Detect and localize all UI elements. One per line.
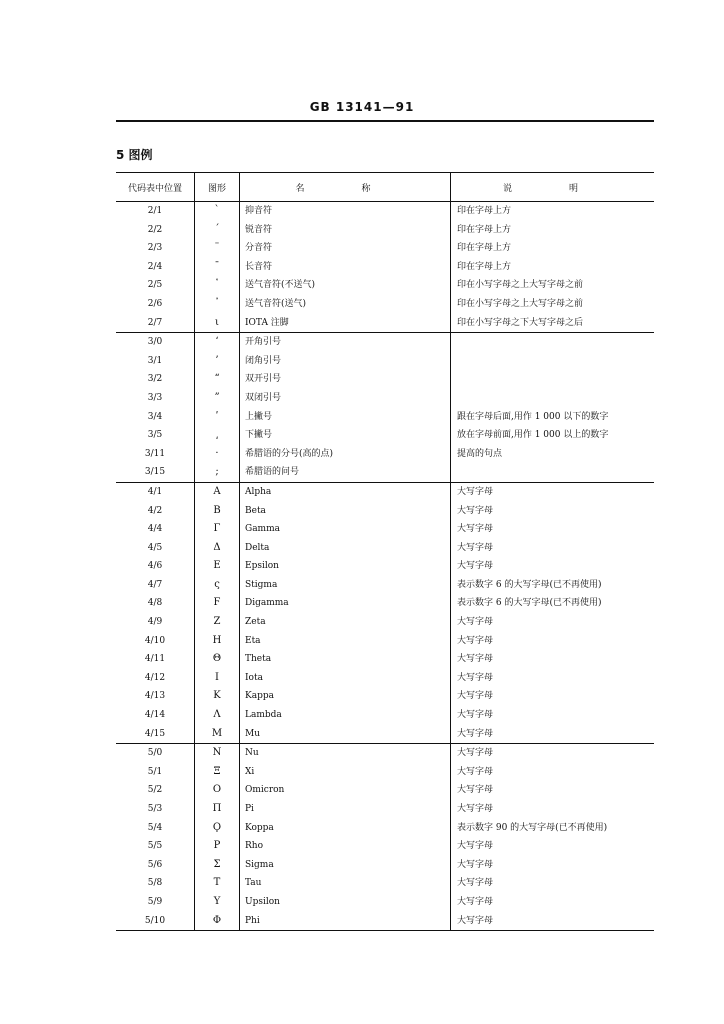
name-cell: Lambda <box>240 706 451 725</box>
table-row <box>116 352 654 371</box>
table-row <box>116 744 654 763</box>
name-cell: Mu <box>240 725 451 744</box>
name-cell: 分音符 <box>240 239 451 258</box>
table-row <box>116 463 654 482</box>
name-cell: Alpha <box>240 482 451 501</box>
table-row <box>116 276 654 295</box>
code-cell: 3/3 <box>147 392 163 403</box>
glyph-cell: Κ <box>195 687 240 706</box>
table-row <box>116 445 654 464</box>
table-row <box>116 239 654 258</box>
name-cell: 双闭引号 <box>240 389 451 408</box>
code-cell: 5/8 <box>147 878 163 889</box>
name-cell: 上撇号 <box>240 408 451 427</box>
table-row <box>116 426 654 445</box>
glyph-cell: ’ <box>195 352 240 371</box>
code-cell: 2/7 <box>147 317 163 328</box>
code-cell: 3/1 <box>147 355 163 366</box>
glyph-cell: ι <box>195 314 240 333</box>
code-cell: 5/9 <box>147 896 163 907</box>
description-cell: 大写字母 <box>451 520 655 539</box>
table-row <box>116 202 654 221</box>
name-cell: 长音符 <box>240 258 451 277</box>
description-cell: 大写字母 <box>451 650 655 669</box>
name-cell: Gamma <box>240 520 451 539</box>
description-cell: 提高的句点 <box>451 445 655 464</box>
glyph-cell: ς <box>195 576 240 595</box>
description-cell: 大写字母 <box>451 725 655 744</box>
code-cell: 3/0 <box>116 333 195 352</box>
table-row <box>116 557 654 576</box>
glyph-cell: ¨ <box>195 239 240 258</box>
table-row <box>116 800 654 819</box>
name-cell: Xi <box>240 763 451 782</box>
description-cell: 印在字母上方 <box>451 221 655 240</box>
table-row <box>116 819 654 838</box>
glyph-cell: Ι <box>195 669 240 688</box>
name-cell: Iota <box>240 669 451 688</box>
table-row <box>116 258 654 277</box>
name-cell: 开角引号 <box>240 333 451 352</box>
glyph-cell: Α <box>195 482 240 501</box>
code-cell: 5/3 <box>147 804 163 814</box>
glyph-cell: Ο <box>195 781 240 800</box>
name-cell: Koppa <box>240 819 451 838</box>
description-cell: 大写字母 <box>451 763 655 782</box>
legend-table <box>116 172 654 931</box>
description-cell: 放在字母前面,用作 1 000 以上的数字 <box>451 426 655 445</box>
table-row <box>116 856 654 875</box>
table-header-row <box>116 173 654 202</box>
header-desc: 说 明 <box>451 173 655 202</box>
code-cell: 4/10 <box>144 635 166 646</box>
code-cell: 4/6 <box>147 561 163 572</box>
description-cell: 印在小写字母之上大写字母之前 <box>451 295 655 314</box>
glyph-cell: Σ <box>195 856 240 875</box>
standard-number-header: GB 13141—91 <box>309 100 415 114</box>
description-cell: 大写字母 <box>451 482 655 501</box>
description-cell: 大写字母 <box>451 874 655 893</box>
description-cell: 大写字母 <box>451 893 655 912</box>
name-cell: Sigma <box>240 856 451 875</box>
name-cell: 希腊语的问号 <box>240 463 451 482</box>
code-cell: 3/15 <box>144 467 166 478</box>
glyph-cell: ʹ <box>195 408 240 427</box>
description-cell: 大写字母 <box>451 744 655 763</box>
table-row <box>116 370 654 389</box>
description-cell <box>451 463 655 482</box>
table-row <box>116 333 654 352</box>
legend-table-container <box>116 172 654 931</box>
description-cell: 大写字母 <box>451 687 655 706</box>
glyph-cell: Θ <box>195 650 240 669</box>
name-cell: Beta <box>240 502 451 521</box>
name-cell: IOTA 注脚 <box>240 314 451 333</box>
glyph-cell: Λ <box>195 706 240 725</box>
glyph-cell: Τ <box>195 874 240 893</box>
glyph-cell: ͵ <box>195 426 240 445</box>
glyph-cell: Β <box>195 502 240 521</box>
code-cell: 2/2 <box>147 224 163 235</box>
code-cell: 3/2 <box>147 374 163 385</box>
description-cell <box>451 370 655 389</box>
code-cell: 2/1 <box>147 206 163 216</box>
code-cell: 4/14 <box>144 710 166 721</box>
table-row <box>116 389 654 408</box>
table-row <box>116 725 654 744</box>
table-row <box>116 520 654 539</box>
code-cell: 5/4 <box>147 822 163 833</box>
glyph-cell: “ <box>195 370 240 389</box>
header-name: 名 称 <box>240 173 451 202</box>
code-cell: 4/8 <box>147 598 163 609</box>
name-cell: 抑音符 <box>240 202 451 221</box>
name-cell: 送气音符(送气) <box>240 295 451 314</box>
description-cell: 跟在字母后面,用作 1 000 以下的数字 <box>451 408 655 427</box>
glyph-cell: Π <box>195 800 240 819</box>
name-cell: Upsilon <box>240 893 451 912</box>
description-cell: 大写字母 <box>451 800 655 819</box>
code-cell: 4/15 <box>144 728 166 739</box>
description-cell: 表示数字 6 的大写字母(已不再使用) <box>451 576 655 595</box>
code-cell: 5/1 <box>147 766 163 777</box>
name-cell: 双开引号 <box>240 370 451 389</box>
table-row <box>116 781 654 800</box>
code-cell: 2/6 <box>147 298 163 309</box>
name-cell: Stigma <box>240 576 451 595</box>
table-row <box>116 576 654 595</box>
glyph-cell: ` <box>195 202 240 221</box>
name-cell: Zeta <box>240 613 451 632</box>
glyph-cell: Η <box>195 632 240 651</box>
code-cell: 3/5 <box>147 430 163 441</box>
description-cell: 大写字母 <box>451 912 655 931</box>
code-cell: 5/10 <box>116 912 195 931</box>
section-title: 5 图例 <box>116 148 153 162</box>
name-cell: Tau <box>240 874 451 893</box>
header-glyph: 图形 <box>195 173 240 202</box>
name-cell: 送气音符(不送气) <box>240 276 451 295</box>
code-cell: 4/5 <box>147 542 163 553</box>
description-cell: 大写字母 <box>451 557 655 576</box>
name-cell: 下撇号 <box>240 426 451 445</box>
table-row <box>116 687 654 706</box>
name-cell: Pi <box>240 800 451 819</box>
code-cell: 5/0 <box>116 744 195 763</box>
description-cell: 大写字母 <box>451 539 655 558</box>
header-code: 代码表中位置 <box>116 173 195 202</box>
table-body <box>116 202 654 931</box>
glyph-cell: Δ <box>195 539 240 558</box>
table-row <box>116 874 654 893</box>
description-cell: 大写字母 <box>451 856 655 875</box>
table-row <box>116 314 654 333</box>
table-row <box>116 632 654 651</box>
name-cell: Digamma <box>240 594 451 613</box>
code-cell: 2/5 <box>147 280 163 291</box>
table-row <box>116 650 654 669</box>
code-cell: 4/11 <box>144 654 166 665</box>
glyph-cell: Μ <box>195 725 240 744</box>
description-cell: 印在小写字母之下大写字母之后 <box>451 314 655 333</box>
code-cell: 5/5 <box>147 841 163 852</box>
description-cell: 大写字母 <box>451 706 655 725</box>
glyph-cell: Ε <box>195 557 240 576</box>
description-cell: 表示数字 90 的大写字母(已不再使用) <box>451 819 655 838</box>
table-row <box>116 539 654 558</box>
glyph-cell: · <box>195 445 240 464</box>
code-cell: 4/7 <box>147 579 163 590</box>
glyph-cell: Φ <box>195 912 240 931</box>
table-row <box>116 594 654 613</box>
table-row <box>116 295 654 314</box>
glyph-cell: Ν <box>195 744 240 763</box>
name-cell: Phi <box>240 912 451 931</box>
name-cell: Kappa <box>240 687 451 706</box>
glyph-cell: ¯ <box>195 258 240 277</box>
glyph-cell: Ξ <box>195 763 240 782</box>
code-cell: 3/11 <box>144 448 166 459</box>
description-cell: 大写字母 <box>451 669 655 688</box>
description-cell: 印在字母上方 <box>451 202 655 221</box>
name-cell: 希腊语的分号(高的点) <box>240 445 451 464</box>
description-cell: 大写字母 <box>451 613 655 632</box>
code-cell: 4/1 <box>116 482 195 501</box>
code-cell: 4/9 <box>147 617 163 628</box>
code-cell: 4/4 <box>147 524 163 535</box>
description-cell: 大写字母 <box>451 837 655 856</box>
name-cell: Nu <box>240 744 451 763</box>
glyph-cell: Ρ <box>195 837 240 856</box>
glyph-cell: Ϙ <box>195 819 240 838</box>
table-row <box>116 502 654 521</box>
description-cell: 印在字母上方 <box>451 258 655 277</box>
table-row <box>116 706 654 725</box>
table-row <box>116 482 654 501</box>
table-row <box>116 613 654 632</box>
glyph-cell: Υ <box>195 893 240 912</box>
code-cell: 4/13 <box>144 691 166 702</box>
table-row <box>116 763 654 782</box>
glyph-cell: ῾ <box>195 276 240 295</box>
glyph-cell: ” <box>195 389 240 408</box>
glyph-cell: Ζ <box>195 613 240 632</box>
table-row <box>116 408 654 427</box>
table-row <box>116 912 654 931</box>
glyph-cell: ‘ <box>195 333 240 352</box>
description-cell: 表示数字 6 的大写字母(已不再使用) <box>451 594 655 613</box>
code-cell: 3/4 <box>147 411 163 422</box>
table-row <box>116 893 654 912</box>
glyph-cell: ; <box>195 463 240 482</box>
name-cell: 锐音符 <box>240 221 451 240</box>
description-cell: 印在字母上方 <box>451 239 655 258</box>
code-cell: 2/4 <box>147 261 163 272</box>
description-cell <box>451 389 655 408</box>
description-cell: 大写字母 <box>451 781 655 800</box>
glyph-cell: ´ <box>195 221 240 240</box>
description-cell: 大写字母 <box>451 632 655 651</box>
code-cell: 4/12 <box>144 672 166 683</box>
name-cell: Omicron <box>240 781 451 800</box>
name-cell: 闭角引号 <box>240 352 451 371</box>
glyph-cell: Γ <box>195 520 240 539</box>
description-cell <box>451 352 655 371</box>
description-cell <box>451 333 655 352</box>
glyph-cell: ᾿ <box>195 295 240 314</box>
code-cell: 5/2 <box>147 785 163 796</box>
name-cell: Rho <box>240 837 451 856</box>
glyph-cell: Ϝ <box>195 594 240 613</box>
description-cell: 印在小写字母之上大写字母之前 <box>451 276 655 295</box>
code-cell: 5/6 <box>147 859 163 870</box>
code-cell: 2/3 <box>147 243 163 254</box>
table-row <box>116 669 654 688</box>
name-cell: Delta <box>240 539 451 558</box>
code-cell: 4/2 <box>147 505 163 516</box>
name-cell: Eta <box>240 632 451 651</box>
name-cell: Theta <box>240 650 451 669</box>
header-rule <box>116 120 654 122</box>
table-row <box>116 837 654 856</box>
description-cell: 大写字母 <box>451 502 655 521</box>
table-row <box>116 221 654 240</box>
name-cell: Epsilon <box>240 557 451 576</box>
